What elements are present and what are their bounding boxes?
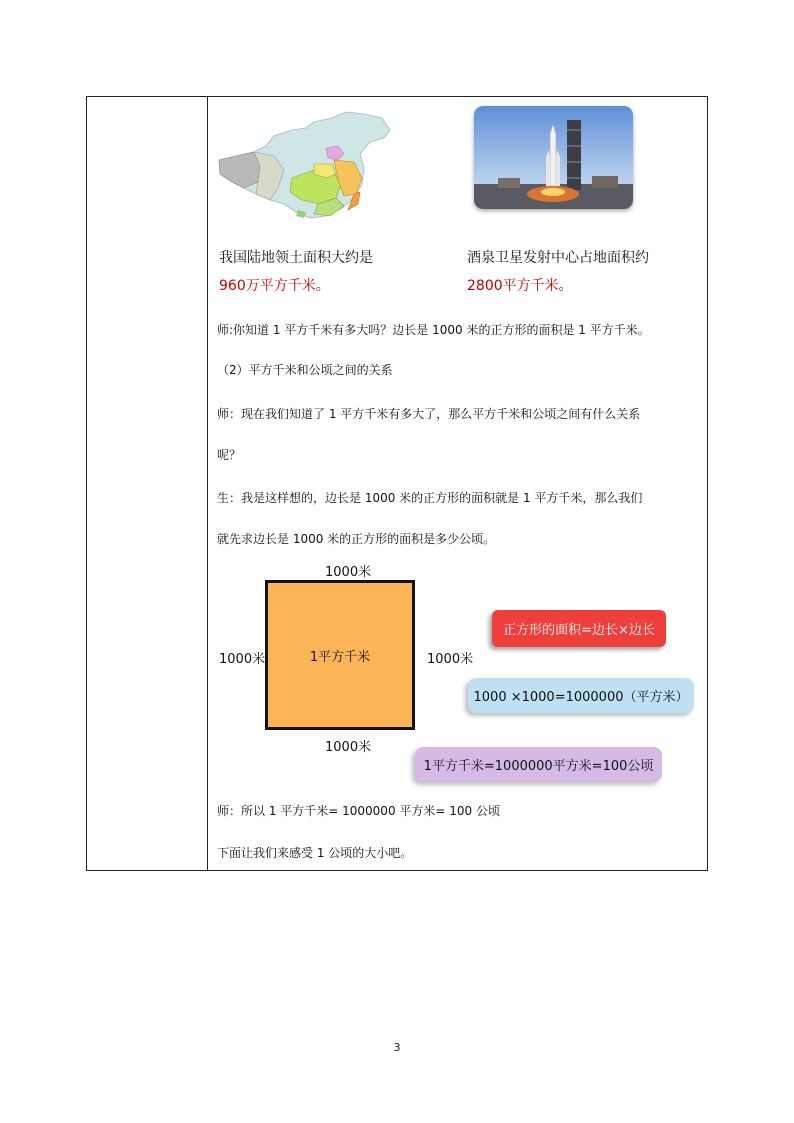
section-heading: （2）平方千米和公顷之间的关系 bbox=[217, 363, 393, 377]
one-square-km-square bbox=[265, 580, 415, 730]
map-caption: 我国陆地领土面积大约是 bbox=[219, 250, 373, 266]
square-bottom-label: 1000米 bbox=[325, 740, 372, 755]
china-map-image bbox=[214, 108, 392, 220]
closing-line: 下面让我们来感受 1 公顷的大小吧。 bbox=[217, 846, 413, 860]
map-area-number: 960万平方千米 bbox=[219, 278, 316, 294]
area-formula-callout: 正方形的面积=边长×边长 bbox=[492, 610, 666, 647]
map-area-value bbox=[219, 275, 330, 295]
teacher-conclusion: 师：所以 1 平方千米= 1000000 平方米= 100 公顷 bbox=[217, 804, 500, 818]
student-answer-line2: 就先求边长是 1000 米的正方形的面积是多少公顷。 bbox=[217, 532, 496, 546]
rocket-area-period: 。 bbox=[558, 278, 573, 294]
square-left-label: 1000米 bbox=[219, 652, 266, 667]
teacher-prompt-line1: 师：现在我们知道了 1 平方千米有多大了，那么平方千米和公顷之间有什么关系 bbox=[217, 407, 641, 421]
rocket-area-value bbox=[467, 275, 573, 295]
map-area-period: 。 bbox=[315, 278, 330, 294]
student-answer-line1: 生：我是这样想的，边长是 1000 米的正方形的面积就是 1 平方千米，那么我们 bbox=[217, 491, 643, 505]
square-center-label: 1平方千米 bbox=[309, 649, 371, 665]
teacher-question: 师:你知道 1 平方千米有多大吗？边长是 1000 米的正方形的面积是 1 平方千米。 bbox=[217, 323, 650, 337]
page-number: 3 bbox=[393, 1041, 401, 1054]
unit-conversion-callout: 1平方千米=1000000平方米=100公顷 bbox=[415, 747, 662, 782]
area-calculation-callout: 1000 ×1000=1000000（平方米） bbox=[468, 678, 694, 713]
rocket-launch-image bbox=[474, 106, 633, 209]
rocket-caption: 酒泉卫星发射中心占地面积约 bbox=[467, 250, 649, 266]
teacher-prompt-line2: 呢？ bbox=[217, 448, 242, 462]
column-divider bbox=[207, 97, 208, 870]
square-right-label: 1000米 bbox=[427, 652, 474, 667]
square-top-label: 1000米 bbox=[325, 565, 372, 580]
rocket-area-number: 2800平方千米 bbox=[467, 278, 559, 294]
